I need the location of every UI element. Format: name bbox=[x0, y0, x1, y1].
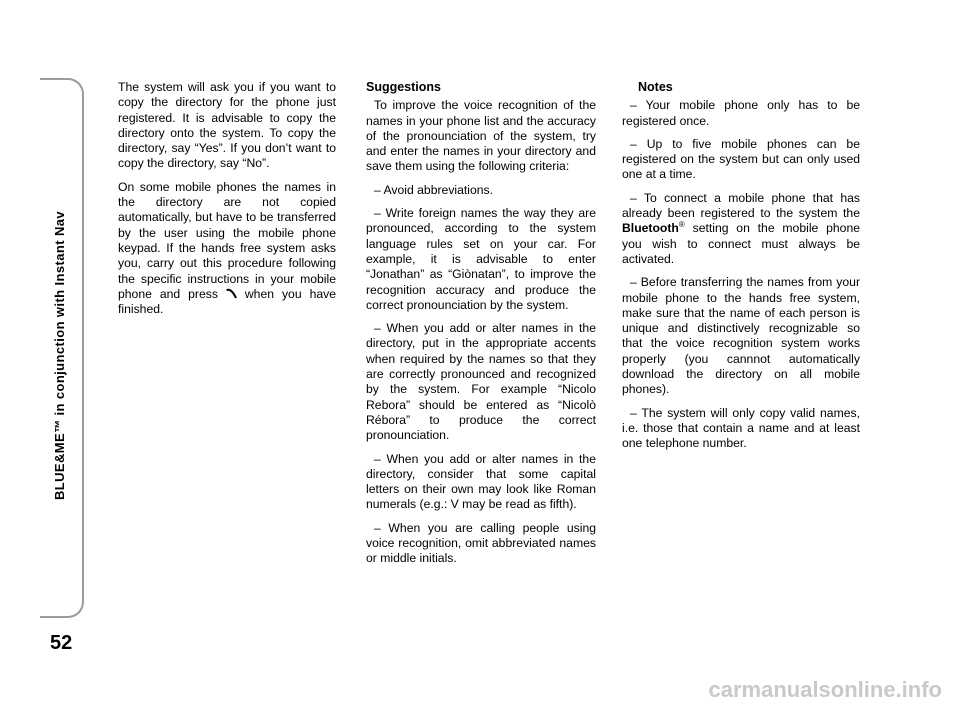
side-title: BLUE&ME™ in conjunction with Instant Nav bbox=[52, 211, 67, 500]
note-item: – The system will only copy valid names, i.e. those that contain a name and at least one telephone number. bbox=[622, 405, 860, 451]
page-number: 52 bbox=[50, 632, 73, 654]
column-2 bbox=[366, 80, 596, 575]
paragraph-manual-transfer-text-b: when you have finished. bbox=[118, 286, 336, 317]
phone-end-icon bbox=[226, 288, 237, 299]
registered-mark: ® bbox=[678, 220, 685, 230]
suggestion-item: – When you add or alter names in the directory, put in the appropriate accents when required by the names so that they are correctly pronounced and recognized by the system. For example “Nicolo Rebora” should be entered as “Nicolò Rébora” to produce the correct pronounciation. bbox=[366, 321, 596, 443]
column-3 bbox=[622, 80, 860, 460]
column-1 bbox=[118, 80, 336, 325]
note-bluetooth-text-a: – To connect a mobile phone that has already been registered to the system the bbox=[622, 190, 860, 221]
note-item-bluetooth bbox=[622, 191, 860, 267]
paragraph-copy-directory: The system will ask you if you want to copy the directory for the phone just registered. It is advisable to copy the directory onto the system. To copy the directory, say “Yes”. If you don’t want to copy the directory, say “No”. bbox=[118, 80, 336, 171]
suggestions-heading: Suggestions bbox=[366, 80, 442, 94]
note-item: – Before transferring the names from your mobile phone to the hands free system, make sure that the name of each person is unique and distinctively recognizable so that the voice recognition system works properly (you cannnot automatically download the directory on all mobile phones). bbox=[622, 275, 860, 397]
notes-heading: Notes bbox=[638, 80, 673, 94]
watermark: carmanualsonline.info bbox=[708, 677, 942, 702]
note-item: – Your mobile phone only has to be registered once. bbox=[622, 98, 860, 128]
suggestions-intro: To improve the voice recognition of the names in your phone list and the accuracy of the pronounciation of the system, try and enter the names in your directory and save them using the following criteria: bbox=[366, 98, 596, 174]
suggestion-item: – Write foreign names the way they are pronounced, according to the system language rules set on your car. For example, it is advisable to enter “Jonathan” as “Giònatan”, to improve the recognition accuracy and produce the correct pronounciation by the system. bbox=[366, 206, 596, 312]
suggestion-item: – When you add or alter names in the directory, consider that some capital letters on their own may look like Roman numerals (e.g.: V may be read as fifth). bbox=[366, 451, 596, 512]
note-item: – Up to five mobile phones can be registered on the system but can only used one at a time. bbox=[622, 136, 860, 182]
note-bluetooth-text-b: setting on the mobile phone you wish to connect must always be activated. bbox=[622, 221, 860, 266]
suggestion-item: – Avoid abbreviations. bbox=[374, 182, 494, 197]
bluetooth-label: Bluetooth bbox=[622, 221, 679, 236]
paragraph-manual-transfer bbox=[118, 180, 336, 318]
paragraph-manual-transfer-text-a: On some mobile phones the names in the directory are not copied automatically, but have to be transferred by the user using the mobile phone keypad. If the hands free system asks you, carry out this procedure following the specific instructions in your mobile phone and press bbox=[118, 179, 336, 301]
suggestion-item: – When you are calling people using voice recognition, omit abbreviated names or middle initials. bbox=[366, 520, 596, 566]
